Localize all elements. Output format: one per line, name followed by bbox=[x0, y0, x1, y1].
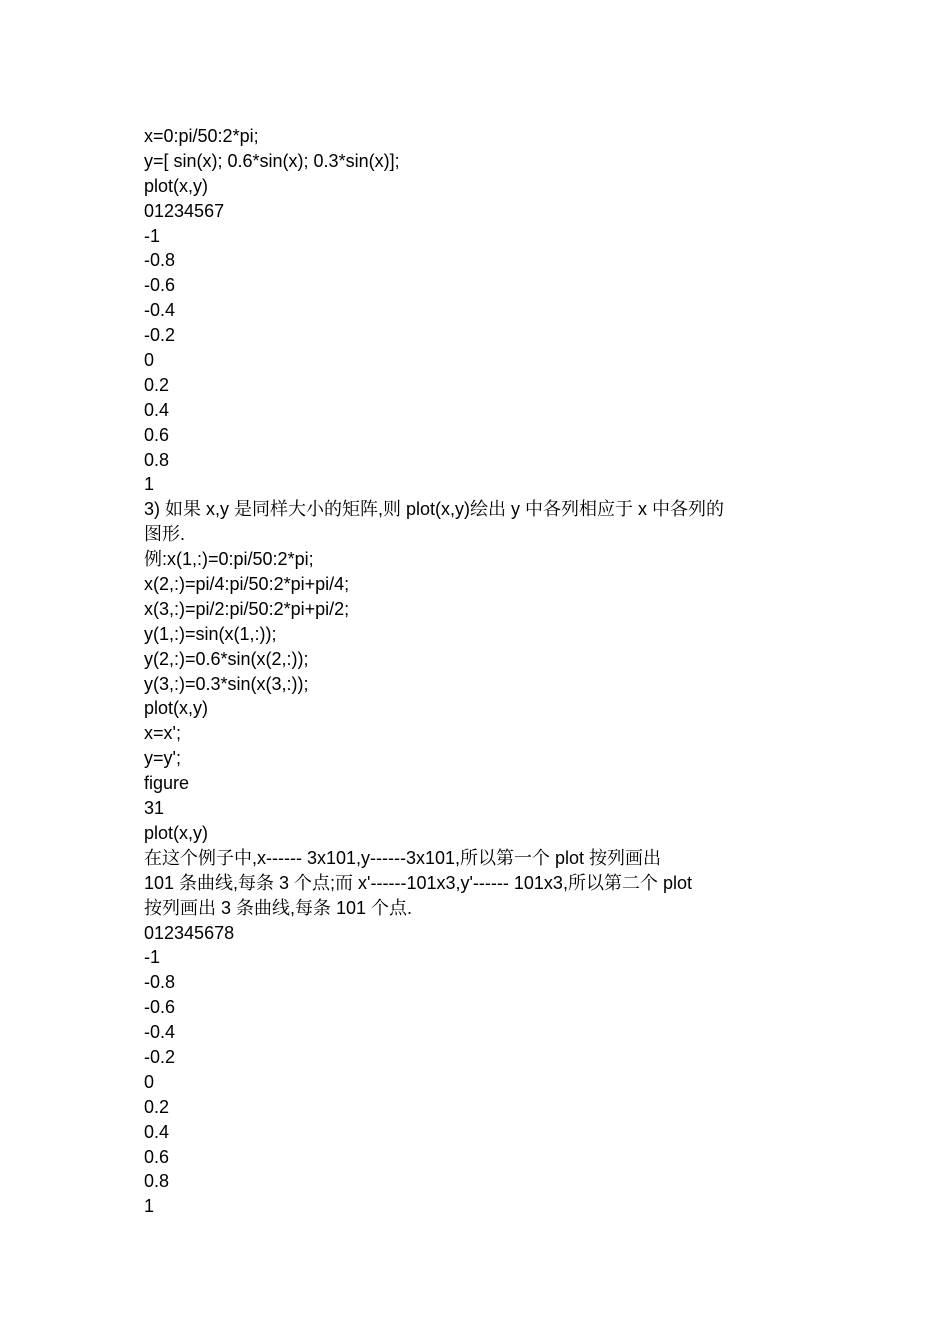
axis-tick-label-y: -0.6 bbox=[144, 275, 176, 296]
code-line: y(1,:)=sin(x(1,:)); bbox=[144, 623, 277, 644]
axis-tick-label-y: -0.8 bbox=[144, 250, 176, 271]
code-line: x(3,:)=pi/2:pi/50:2*pi+pi/2; bbox=[144, 598, 350, 619]
body-text: 101 条曲线,每条 3 个点;而 x'------101x3,y'------ 101x3,所以第二个 plot bbox=[144, 872, 692, 893]
axis-tick-label-y: -1 bbox=[144, 225, 161, 246]
code-line: y(3,:)=0.3*sin(x(3,:)); bbox=[144, 673, 309, 694]
axis-tick-label-y: -0.4 bbox=[144, 1022, 176, 1043]
axis-tick-labels-x: 01234567 bbox=[144, 200, 225, 221]
axis-tick-label-y: 0.6 bbox=[144, 424, 170, 445]
axis-tick-label-y: 0.2 bbox=[144, 1096, 170, 1117]
axis-tick-label-y: 1 bbox=[144, 474, 155, 495]
axis-tick-label-y: 1 bbox=[144, 1196, 155, 1217]
axis-tick-label-y: 0.4 bbox=[144, 1121, 170, 1142]
code-line: x(2,:)=pi/4:pi/50:2*pi+pi/4; bbox=[144, 574, 350, 595]
code-line: x=x'; bbox=[144, 723, 181, 744]
axis-tick-label-y: 0 bbox=[144, 350, 155, 371]
axis-tick-label-y: -0.2 bbox=[144, 325, 176, 346]
body-text: 在这个例子中,x------ 3x101,y------3x101,所以第一个 plot 按列画出 bbox=[144, 847, 662, 868]
code-line: plot(x,y) bbox=[144, 175, 209, 196]
code-line: y=y'; bbox=[144, 748, 181, 769]
axis-tick-label-y: -0.8 bbox=[144, 972, 176, 993]
axis-tick-labels-x: 012345678 bbox=[144, 922, 235, 943]
axis-tick-label-y: -0.2 bbox=[144, 1046, 176, 1067]
code-line: plot(x,y) bbox=[144, 698, 209, 719]
axis-tick-label-y: 0.8 bbox=[144, 1171, 170, 1192]
axis-tick-label-y: -1 bbox=[144, 947, 161, 968]
body-text: 按列画出 3 条曲线,每条 101 个点. bbox=[144, 897, 413, 918]
axis-tick-label-y: 0.8 bbox=[144, 449, 170, 470]
axis-tick-label-y: -0.4 bbox=[144, 300, 176, 321]
body-text: 3) 如果 x,y 是同样大小的矩阵,则 plot(x,y)绘出 y 中各列相应于 x 中各列的 bbox=[144, 499, 725, 520]
body-text: 图形. bbox=[144, 524, 186, 545]
document-body bbox=[144, 124, 804, 1219]
axis-tick-label-y: 0.2 bbox=[144, 374, 170, 395]
axis-tick-label-y: 0 bbox=[144, 1071, 155, 1092]
code-line: y(2,:)=0.6*sin(x(2,:)); bbox=[144, 648, 309, 669]
axis-tick-label-y: 0.4 bbox=[144, 399, 170, 420]
code-line: x=0:pi/50:2*pi; bbox=[144, 126, 259, 146]
page-number: 31 bbox=[144, 798, 165, 819]
code-line: plot(x,y) bbox=[144, 822, 209, 843]
axis-tick-label-y: 0.6 bbox=[144, 1146, 170, 1167]
code-line: y=[ sin(x); 0.6*sin(x); 0.3*sin(x)]; bbox=[144, 150, 400, 171]
code-line: figure bbox=[144, 773, 190, 794]
code-line: 例:x(1,:)=0:pi/50:2*pi; bbox=[144, 549, 314, 570]
axis-tick-label-y: -0.6 bbox=[144, 997, 176, 1018]
